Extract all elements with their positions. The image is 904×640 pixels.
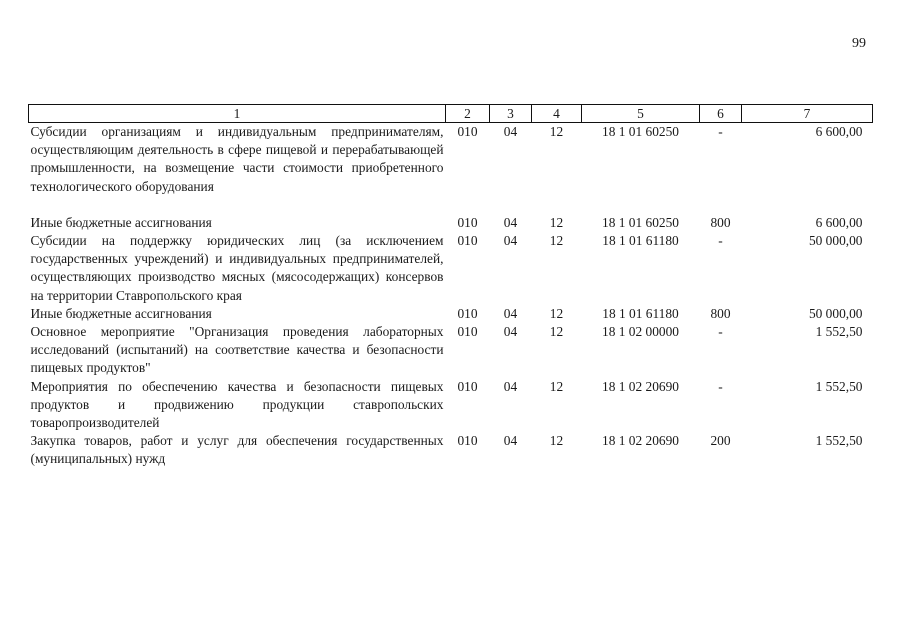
item-name: Иные бюджетные ассигнования: [30, 305, 212, 321]
section-code: 04: [503, 433, 518, 449]
section-code: 04: [503, 124, 518, 139]
budget-table: [28, 104, 873, 469]
item-name: Субсидии на поддержку юридических лиц (за исключением государственных учреждений) и индивидуальных предпринимателей, осуществляющих производство мясных (мясосодержащих) консервов на территории Ставропольского края: [30, 233, 444, 303]
ministry-code: 010: [457, 124, 478, 139]
ministry-code: 010: [457, 433, 478, 449]
expense-type-code: 800: [710, 214, 731, 230]
amount: 6 600,00: [815, 124, 863, 139]
page-number: 99: [852, 36, 866, 51]
target-article-code: 18 1 01 61180: [602, 233, 679, 249]
ministry-code: 010: [457, 214, 478, 230]
target-article-code: 18 1 02 00000: [602, 324, 679, 340]
expense-type-code: -: [718, 233, 723, 249]
table-row: [29, 305, 873, 323]
table-row: [29, 123, 873, 214]
section-code: 04: [503, 324, 518, 340]
subsection-code: 12: [549, 305, 564, 321]
target-article-code: 18 1 01 61180: [602, 305, 679, 321]
subsection-code: 12: [549, 233, 564, 249]
subsection-code: 12: [549, 124, 564, 139]
section-code: 04: [503, 378, 518, 394]
target-article-code: 18 1 01 60250: [602, 214, 679, 230]
item-name: Мероприятия по обеспечению качества и безопасности пищевых продуктов и продвижению продукции ставропольских товаропроизводителей: [30, 378, 444, 431]
expense-type-code: -: [718, 378, 723, 394]
header-cell: 4: [532, 105, 582, 123]
header-row: [29, 105, 873, 123]
table-row: [29, 232, 873, 305]
table-row: [29, 323, 873, 378]
section-code: 04: [503, 214, 518, 230]
amount: 50 000,00: [808, 305, 863, 321]
table-row: [29, 432, 873, 468]
header-cell: 6: [700, 105, 742, 123]
expense-type-code: 800: [710, 305, 731, 321]
amount: 1 552,50: [815, 324, 863, 340]
header-cell: 7: [742, 105, 873, 123]
subsection-code: 12: [549, 378, 564, 394]
expense-type-code: -: [718, 124, 723, 139]
expense-type-code: -: [718, 324, 723, 340]
table-row: [29, 378, 873, 433]
subsection-code: 12: [549, 214, 564, 230]
target-article-code: 18 1 01 60250: [602, 124, 679, 139]
target-article-code: 18 1 02 20690: [602, 433, 679, 449]
ministry-code: 010: [457, 324, 478, 340]
ministry-code: 010: [457, 305, 478, 321]
header-cell: 3: [490, 105, 532, 123]
amount: 50 000,00: [808, 233, 863, 249]
amount: 1 552,50: [815, 433, 863, 449]
subsection-code: 12: [549, 324, 564, 340]
section-code: 04: [503, 233, 518, 249]
item-name: Субсидии организациям и индивидуальным предпринимателям, осуществляющим деятельность в сфере пищевой и перерабатывающей промышленности, на возмещение части стоимости приобретенного технологического оборудования: [30, 124, 444, 194]
table-row: [29, 214, 873, 232]
ministry-code: 010: [457, 378, 478, 394]
header-cell: 5: [582, 105, 700, 123]
item-name: Закупка товаров, работ и услуг для обеспечения государственных (муниципальных) нужд: [30, 433, 444, 467]
item-name: Основное мероприятие "Организация проведения лабораторных исследований (испытаний) на соответствие качества и безопасности пищевых продуктов": [30, 324, 444, 376]
header-cell: 1: [29, 105, 446, 123]
header-cell: 2: [446, 105, 490, 123]
amount: 1 552,50: [815, 378, 863, 394]
ministry-code: 010: [457, 233, 478, 249]
subsection-code: 12: [549, 433, 564, 449]
target-article-code: 18 1 02 20690: [602, 378, 679, 394]
section-code: 04: [503, 305, 518, 321]
expense-type-code: 200: [710, 433, 731, 449]
amount: 6 600,00: [815, 214, 863, 230]
item-name: Иные бюджетные ассигнования: [30, 214, 212, 230]
